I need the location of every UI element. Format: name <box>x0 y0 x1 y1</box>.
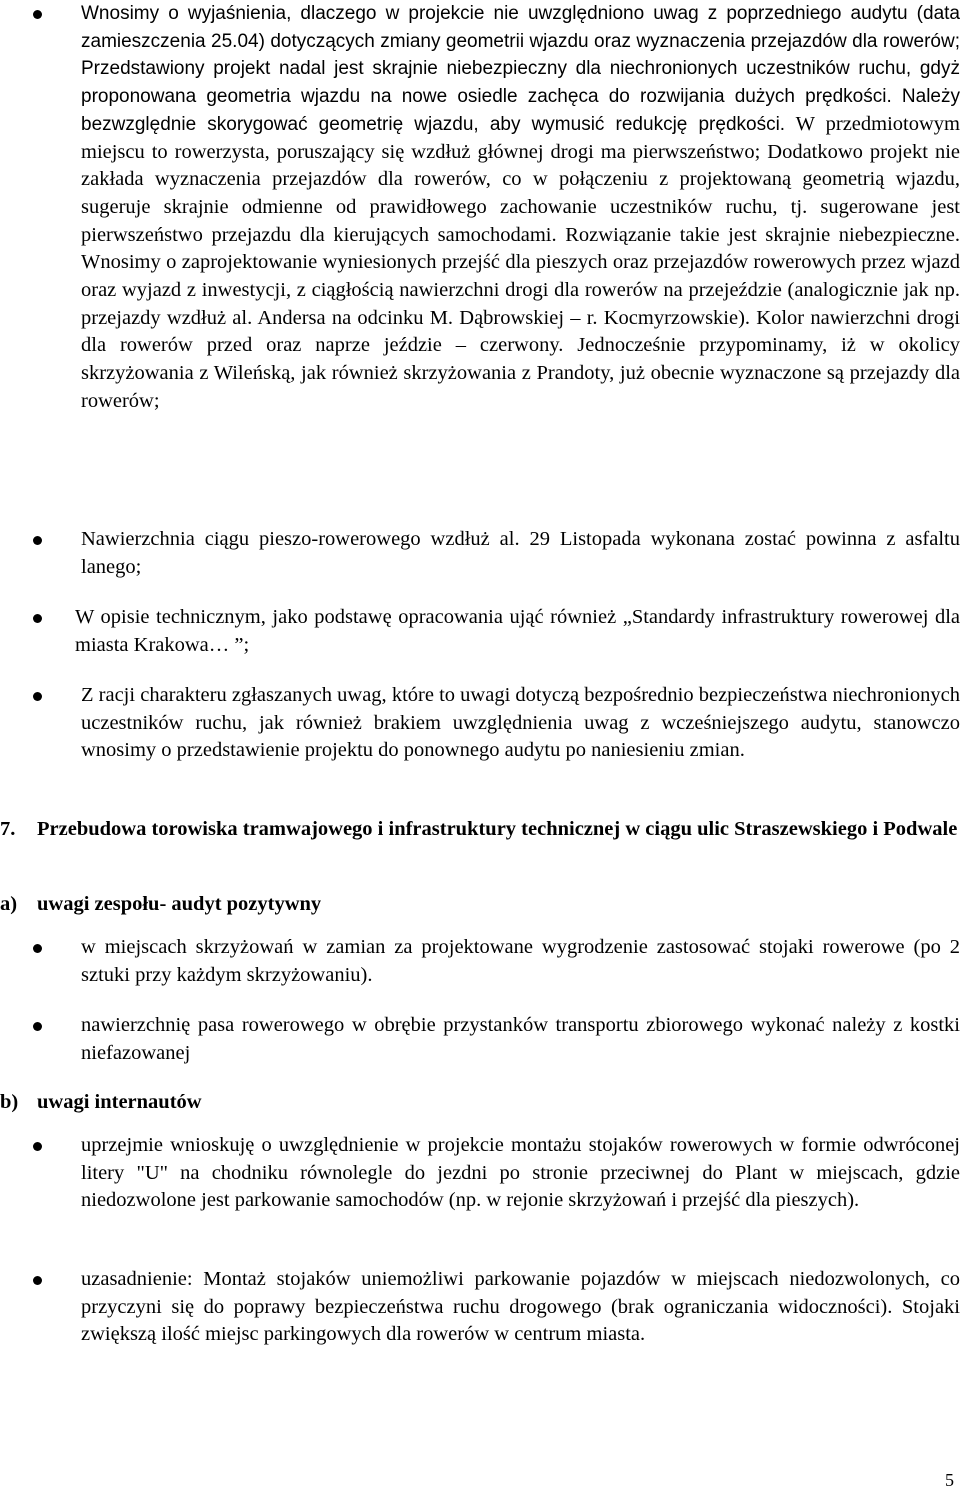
bullet-icon <box>33 1142 42 1151</box>
paragraph-justification: uzasadnienie: Montaż stojaków uniemożliwi parkowanie pojazdów w miejscach niedozwolonych, co przyczyni się do poprawy bezpieczeństwa ruchu drogowego (brak ograniczania widoczności). Stojaki zwiększą ilość miejsc parkingowych dla rowerów w centrum miasta. <box>81 1268 960 1346</box>
subheading-b-letter: b) <box>0 1091 19 1113</box>
bullet-icon <box>33 536 42 545</box>
section-heading <box>0 816 960 872</box>
subheading-a <box>0 891 321 919</box>
subheading-a-title: uwagi zespołu- audyt pozytywny <box>37 893 322 915</box>
subheading-a-letter: a) <box>0 893 18 915</box>
section-title: Przebudowa torowiska tramwajowego i infrastruktury technicznej w ciągu ulic Straszewskiego i Podwale <box>37 818 958 840</box>
paragraph-geometry-sans: Wnosimy o wyjaśnienia, dlaczego w projekcie nie uwzględniono uwag z poprzedniego audytu (data zamieszczenia 25.04) dotyczących zmiany geometrii wjazdu oraz wyznaczenia przejazdów dla rowerów; Przedstawiony projekt nadal jest skrajnie niebezpieczny dla niechronionych uczestników ruchu, gdyż proponowana geometria wjazdu na nowe osiedle zachęca do rozwijania dużych prędkości. Należy bezwzględnie skorygować geometrię wjazdu, aby wymusić redukcję prędkości. <box>81 3 960 135</box>
subheading-b-title: uwagi internautów <box>37 1091 202 1113</box>
paragraph-paving: nawierzchnię pasa rowerowego w obrębie przystanków transportu zbiorowego wykonać należy z kostki niefazowanej <box>81 1014 960 1064</box>
paragraph-reaudit: Z racji charakteru zgłaszanych uwag, które to uwagi dotyczą bezpośrednio bezpieczeństwa niechronionych uczestników ruchu, jak również brakiem uwzględnienia uwag z wcześniejszego audytu, stanowczo wnosimy o przedstawienie projektu do ponownego audytu po naniesieniu zmian. <box>81 684 960 762</box>
bullet-icon <box>33 1276 42 1285</box>
section-number: 7. <box>0 818 16 840</box>
paragraph-u-racks: uprzejmie wnioskuję o uwzględnienie w projekcie montażu stojaków rowerowych w formie odwróconej litery "U" na chodniku równolegle do jezdni po stronie przeciwnej do Plant w miejscach, gdzie niedozwolone jest parkowanie samochodów (np. w rejonie skrzyżowań i przejść dla pieszych). <box>81 1134 960 1212</box>
bullet-icon <box>33 1022 42 1031</box>
paragraph-racks: w miejscach skrzyżowań w zamian za projektowane wygrodzenie zastosować stojaki rowerowe (po 2 sztuki przy każdym skrzyżowaniu). <box>81 936 960 986</box>
bullet-icon <box>33 944 42 953</box>
bullet-icon <box>33 614 42 623</box>
paragraph-geometry <box>81 0 960 416</box>
page-number: 5 <box>945 1470 954 1490</box>
paragraph-standards: W opisie technicznym, jako podstawę opracowania ująć również „Standardy infrastruktury rowerowej dla miasta Krakowa… ”; <box>75 606 960 656</box>
bullet-icon <box>33 10 42 19</box>
bullet-icon <box>33 692 42 701</box>
paragraph-geometry-serif: W przedmiotowym miejscu to rowerzysta, poruszający się wzdłuż głównej drogi ma pierwszeństwo; Dodatkowo projekt nie zakłada wyznaczenia przejazdów dla rowerów, co w połączeniu z projektowaną geometrią wjazdu, sugeruje skrajnie odmienne od prawidłowego zachowanie uczestników ruchu, tj. sugerowane jest pierwszeństwo przejazdu dla kierujących samochodami. Rozwiązanie takie jest skrajnie niebezpieczne. Wnosimy o zaprojektowanie wyniesionych przejść dla pieszych oraz przejazdów rowerowych przez wjazd oraz wyjazd z inwestycji, z ciągłością nawierzchni drogi dla rowerów na przejeździe (analogicznie jak np. przejazdy wzdłuż al. Andersa na odcinku M. Dąbrowskiej – r. Kocmyrzowskie). Kolor nawierzchni drogi dla rowerów przed oraz naprze jeździe – czerwony. Jednocześnie przypominamy, iż w okolicy skrzyżowania z Wileńską, jak również skrzyżowania z Prandoty, już obecnie wyznaczone są przejazdy dla rowerów; <box>81 112 960 412</box>
subheading-b <box>0 1089 202 1117</box>
paragraph-surface: Nawierzchnia ciągu pieszo-rowerowego wzdłuż al. 29 Listopada wykonana zostać powinna z asfaltu lanego; <box>81 528 960 578</box>
